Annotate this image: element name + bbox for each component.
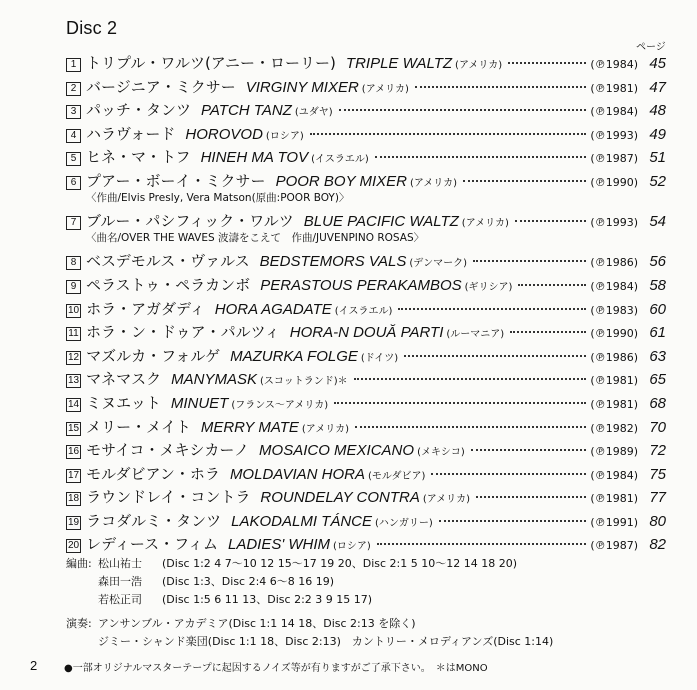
track-page: 54 bbox=[649, 213, 666, 231]
track-main-line bbox=[66, 99, 666, 121]
credit-row bbox=[66, 615, 553, 633]
track-note: 〈作曲/Elvis Presly, Vera Matson(原曲:POOR BOY)〉 bbox=[86, 191, 350, 204]
track-year: (℗1981) bbox=[590, 397, 638, 411]
leader-dots bbox=[518, 284, 586, 286]
track-country: (メキシコ) bbox=[417, 447, 465, 459]
track-main-line bbox=[66, 392, 666, 414]
track-number: 17 bbox=[68, 469, 80, 481]
track-title-en: MANYMASK bbox=[171, 371, 257, 389]
track-number: 1 bbox=[66, 58, 81, 72]
track-main-line bbox=[66, 210, 666, 232]
track-title-ja: レディース・フィム bbox=[86, 535, 218, 554]
track-country: (アメリカ) bbox=[422, 494, 470, 506]
track-year: (℗1987) bbox=[590, 539, 638, 553]
track-number: 14 bbox=[68, 398, 80, 410]
leader-dots bbox=[355, 426, 586, 428]
track-title-ja: ブルー・パシフィック・ワルツ bbox=[86, 212, 294, 231]
track-page: 70 bbox=[649, 418, 666, 436]
track-title-en: HORA AGADATE bbox=[214, 300, 332, 318]
track-year: (℗1984) bbox=[590, 279, 638, 293]
track-row bbox=[66, 368, 666, 392]
track-number: 8 bbox=[66, 256, 81, 270]
track-country: (スコットランド)＊ bbox=[260, 376, 348, 388]
track-page: 52 bbox=[649, 172, 666, 190]
track-country: (モルダビア) bbox=[367, 470, 426, 482]
track-list bbox=[66, 52, 666, 557]
track-title-en: PATCH TANZ bbox=[201, 102, 292, 120]
track-title-en: HOROVOD bbox=[185, 125, 263, 143]
leader-dots bbox=[473, 260, 586, 262]
track-year: (℗1984) bbox=[590, 105, 638, 119]
track-row bbox=[66, 416, 666, 440]
track-title-ja: ヒネ・マ・トフ bbox=[86, 148, 191, 167]
track-row bbox=[66, 533, 666, 557]
leader-dots bbox=[334, 402, 586, 404]
track-title-ja: ベスデモルス・ヴァルス bbox=[86, 252, 250, 271]
track-main-line bbox=[66, 510, 666, 532]
leader-dots bbox=[510, 331, 586, 333]
credit-row bbox=[66, 633, 553, 651]
track-row bbox=[66, 510, 666, 534]
track-number: 11 bbox=[66, 327, 81, 341]
track-title-ja: プアー・ボーイ・ミクサー bbox=[86, 171, 266, 190]
disc-title: Disc 2 bbox=[66, 18, 118, 38]
track-title-ja: ミヌエット bbox=[86, 393, 161, 412]
track-title-en: LAKODALMI TÁNCE bbox=[231, 512, 373, 530]
leader-dots bbox=[375, 156, 587, 158]
track-country: (イスラエル) bbox=[311, 154, 369, 166]
track-title-en: MOSAICO MEXICANO bbox=[259, 442, 415, 460]
track-year: (℗1993) bbox=[590, 128, 638, 142]
track-title-en: ROUNDELAY CONTRA bbox=[260, 489, 420, 507]
track-title-ja: モルダビアン・ホラ bbox=[86, 464, 220, 483]
track-row bbox=[66, 146, 666, 170]
track-title-en: VIRGINY MIXER bbox=[245, 78, 359, 96]
performer-label: 演奏: bbox=[66, 617, 92, 630]
track-year: (℗1981) bbox=[590, 374, 638, 388]
track-country: (ロシア) bbox=[265, 130, 304, 142]
track-title-ja: パッチ・タンツ bbox=[86, 101, 192, 120]
track-year: (℗1987) bbox=[590, 152, 638, 166]
track-main-line bbox=[66, 250, 666, 272]
track-page: 56 bbox=[649, 253, 666, 271]
track-country: (デンマーク) bbox=[409, 258, 467, 270]
track-page: 60 bbox=[649, 300, 666, 318]
track-number: 18 bbox=[68, 493, 80, 505]
track-country: (アメリカ) bbox=[301, 423, 350, 435]
performer-line: アンサンブル・アカデミア(Disc 1:1 14 18、Disc 2:13 を除く) bbox=[98, 617, 416, 630]
track-row bbox=[66, 345, 666, 369]
leader-dots bbox=[471, 449, 587, 451]
leader-dots bbox=[415, 86, 587, 88]
track-title-ja: ホラ・ン・ドゥア・パルツィ bbox=[86, 323, 280, 342]
arranger-detail: (Disc 1:3、Disc 2:4 6〜8 16 19) bbox=[162, 575, 335, 588]
track-page: 58 bbox=[649, 276, 666, 294]
track-page: 68 bbox=[649, 394, 666, 412]
arranger-credits bbox=[66, 555, 517, 609]
track-main-line bbox=[66, 298, 666, 320]
track-title-ja: マネマスク bbox=[86, 370, 162, 389]
track-page: 49 bbox=[649, 125, 666, 143]
track-title-en: TRIPLE WALTZ bbox=[345, 55, 453, 72]
track-page: 48 bbox=[649, 102, 666, 120]
track-year: (℗1983) bbox=[590, 303, 638, 317]
track-page: 51 bbox=[649, 149, 666, 167]
track-number: 2 bbox=[66, 82, 81, 96]
track-number: 9 bbox=[66, 280, 81, 294]
performer-line: ジミー・シャンド楽団(Disc 1:1 18、Disc 2:13) カントリー・メロディアンズ(Disc 1:14) bbox=[98, 635, 554, 648]
track-title-ja: トリプル・ワルツ(アニー・ローリー) bbox=[86, 54, 336, 72]
track-title-ja: ペラストゥ・ペラカンボ bbox=[86, 275, 251, 294]
track-page: 65 bbox=[649, 371, 666, 389]
track-country: (ロシア) bbox=[333, 541, 371, 553]
track-page: 63 bbox=[649, 347, 666, 365]
track-country: (アメリカ) bbox=[455, 60, 503, 71]
track-country: (ユダヤ) bbox=[294, 107, 333, 119]
track-title-en: MOLDAVIAN HORA bbox=[229, 465, 365, 483]
track-main-line bbox=[66, 170, 666, 192]
track-main-line bbox=[66, 123, 666, 145]
track-year: (℗1984) bbox=[590, 468, 638, 482]
track-main-line bbox=[66, 463, 666, 485]
track-row bbox=[66, 298, 666, 322]
track-main-line bbox=[66, 416, 666, 438]
track-title-en: LADIES' WHIM bbox=[227, 536, 331, 554]
track-country: (ドイツ) bbox=[360, 352, 399, 364]
leader-dots bbox=[508, 62, 586, 64]
leader-dots bbox=[404, 355, 586, 357]
track-main-line bbox=[66, 533, 666, 555]
track-page: 75 bbox=[649, 465, 666, 483]
track-year: (℗1984) bbox=[590, 58, 638, 71]
track-number: 12 bbox=[68, 351, 80, 363]
track-page: 80 bbox=[649, 512, 666, 530]
leader-dots bbox=[377, 543, 587, 545]
track-title-ja: ラウンドレイ・コントラ bbox=[86, 488, 251, 507]
arranger-detail: (Disc 1:5 6 11 13、Disc 2:2 3 9 15 17) bbox=[162, 593, 373, 606]
track-row bbox=[66, 210, 666, 250]
arranger-name: 森田一浩 bbox=[98, 575, 142, 588]
track-title-ja: マズルカ・フォルゲ bbox=[86, 346, 221, 365]
track-row bbox=[66, 274, 666, 298]
leader-dots bbox=[476, 496, 586, 498]
track-title-en: PERASTOUS PERAKAMBOS bbox=[260, 276, 462, 294]
track-country: (ハンガリー) bbox=[375, 517, 433, 529]
footer-note: ●一部オリジナルマスターテープに起因するノイズ等が有りますがご了承下さい。 ＊はMONO bbox=[64, 663, 488, 674]
leader-dots bbox=[339, 109, 587, 111]
track-title-ja: ハラヴォード bbox=[86, 124, 176, 143]
track-country: (アメリカ) bbox=[461, 218, 509, 230]
track-row bbox=[66, 392, 666, 416]
track-year: (℗1993) bbox=[590, 216, 638, 230]
track-country: (フランス〜アメリカ) bbox=[231, 399, 329, 411]
track-year: (℗1981) bbox=[590, 81, 638, 95]
arranger-detail: (Disc 1:2 4 7〜10 12 15〜17 19 20、Disc 2:1 5 10〜12 14 18 20) bbox=[162, 557, 518, 570]
track-number: 3 bbox=[66, 105, 81, 119]
track-title-ja: ホラ・アガダディ bbox=[86, 299, 205, 318]
track-country: (イスラエル) bbox=[334, 305, 393, 317]
track-page: 47 bbox=[649, 78, 666, 96]
credit-row bbox=[66, 573, 517, 591]
track-number: 13 bbox=[68, 375, 80, 387]
leader-dots bbox=[431, 473, 586, 475]
track-number: 4 bbox=[66, 129, 81, 143]
track-title-ja: モサイコ・メキシカーノ bbox=[86, 441, 250, 460]
track-title-ja: バージニア・ミクサー bbox=[86, 77, 236, 96]
track-page: 77 bbox=[649, 489, 666, 507]
track-main-line bbox=[66, 486, 666, 508]
arranger-name: 松山祐士 bbox=[98, 557, 142, 570]
track-number: 20 bbox=[68, 540, 80, 552]
track-year: (℗1990) bbox=[590, 327, 638, 341]
track-row bbox=[66, 170, 666, 210]
arranger-name: 若松正司 bbox=[98, 593, 142, 606]
track-country: (アメリカ) bbox=[409, 177, 458, 189]
leader-dots bbox=[439, 520, 587, 522]
track-main-line bbox=[66, 76, 666, 98]
track-row bbox=[66, 439, 666, 463]
track-number: 10 bbox=[68, 304, 80, 316]
credit-row bbox=[66, 555, 517, 573]
track-title-ja: ラコダルミ・タンツ bbox=[86, 511, 222, 530]
track-title-en: POOR BOY MIXER bbox=[275, 172, 407, 190]
track-main-line bbox=[66, 368, 666, 390]
track-title-en: BLUE PACIFIC WALTZ bbox=[303, 213, 459, 231]
leader-dots bbox=[515, 220, 587, 222]
track-row bbox=[66, 123, 666, 147]
track-number: 6 bbox=[66, 176, 81, 190]
track-number: 16 bbox=[68, 446, 80, 458]
track-number: 7 bbox=[66, 216, 81, 230]
track-title-en: BEDSTEMORS VALS bbox=[259, 253, 407, 271]
track-title-en: MINUET bbox=[170, 394, 229, 412]
track-row bbox=[66, 52, 666, 76]
track-year: (℗1986) bbox=[590, 350, 638, 364]
track-page: 61 bbox=[649, 324, 666, 342]
track-row bbox=[66, 486, 666, 510]
track-number: 19 bbox=[68, 516, 80, 528]
track-page: 45 bbox=[649, 55, 666, 72]
track-row bbox=[66, 99, 666, 123]
track-year: (℗1991) bbox=[590, 515, 638, 529]
track-page: 72 bbox=[649, 442, 666, 460]
track-year: (℗1989) bbox=[590, 445, 638, 459]
track-row bbox=[66, 250, 666, 274]
credit-row bbox=[66, 591, 517, 609]
track-country: (ギリシア) bbox=[464, 281, 513, 293]
track-main-line bbox=[66, 345, 666, 367]
track-year: (℗1986) bbox=[590, 256, 638, 270]
track-year: (℗1990) bbox=[590, 175, 638, 189]
track-main-line bbox=[66, 146, 666, 168]
track-year: (℗1982) bbox=[590, 421, 638, 435]
track-main-line bbox=[66, 52, 666, 74]
track-title-en: MERRY MATE bbox=[200, 418, 299, 436]
track-title-en: HORA-N DOUĂ PARTI bbox=[289, 324, 444, 342]
track-number: 15 bbox=[68, 422, 80, 434]
performer-credits bbox=[66, 615, 553, 651]
page-number: 2 bbox=[30, 658, 38, 673]
track-row bbox=[66, 321, 666, 345]
track-number: 5 bbox=[66, 152, 81, 166]
track-title-en: HINEH MA TOV bbox=[200, 149, 309, 167]
leader-dots bbox=[398, 308, 586, 310]
track-row bbox=[66, 463, 666, 487]
track-country: (アメリカ) bbox=[361, 83, 409, 95]
credit-label: 編曲: bbox=[66, 557, 92, 570]
track-main-line bbox=[66, 321, 666, 343]
track-main-line bbox=[66, 439, 666, 461]
track-row bbox=[66, 76, 666, 100]
leader-dots bbox=[310, 133, 587, 135]
track-country: (ルーマニア) bbox=[446, 329, 505, 341]
track-page: 82 bbox=[649, 536, 666, 554]
track-title-ja: メリー・メイト bbox=[86, 417, 191, 436]
track-title-en: MAZURKA FOLGE bbox=[230, 347, 358, 365]
leader-dots bbox=[463, 180, 586, 182]
track-year: (℗1981) bbox=[590, 492, 638, 506]
track-note: 〈曲名/OVER THE WAVES 波濤をこえて 作曲/JUVENPINO ROSAS〉 bbox=[86, 232, 425, 245]
leader-dots bbox=[354, 378, 587, 380]
track-main-line bbox=[66, 274, 666, 296]
page-column-label: ページ bbox=[636, 42, 666, 53]
